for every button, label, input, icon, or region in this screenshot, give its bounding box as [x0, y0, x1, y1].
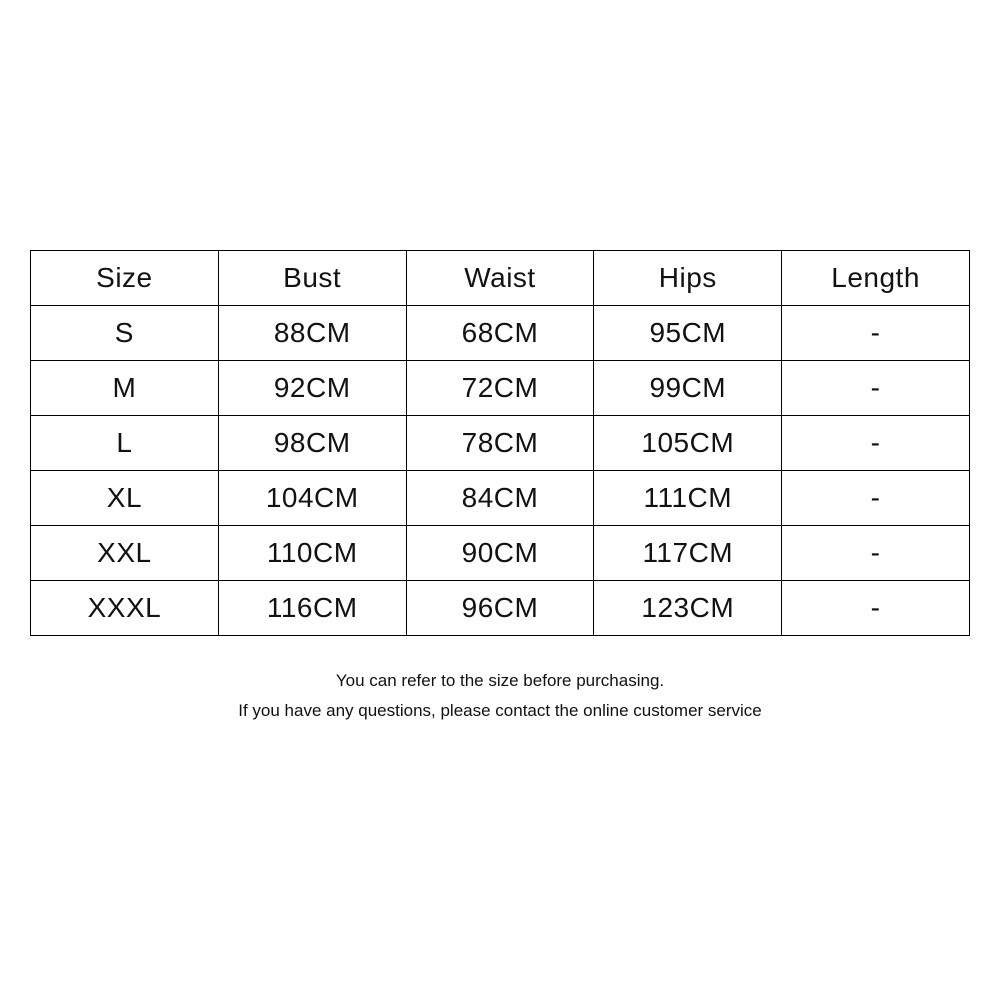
table-cell: 78CM — [406, 416, 594, 471]
table-cell: 110CM — [218, 526, 406, 581]
table-row — [31, 471, 970, 526]
size-chart-notes — [0, 666, 1000, 726]
table-cell: XXL — [31, 526, 219, 581]
table-cell: - — [782, 416, 970, 471]
size-chart — [30, 250, 970, 636]
size-chart-table — [30, 250, 970, 636]
table-cell: - — [782, 361, 970, 416]
table-cell: 68CM — [406, 306, 594, 361]
header-cell-size: Size — [31, 251, 219, 306]
table-row — [31, 361, 970, 416]
header-row — [31, 251, 970, 306]
table-cell: - — [782, 526, 970, 581]
table-body — [31, 306, 970, 636]
table-cell: 95CM — [594, 306, 782, 361]
table-cell: 72CM — [406, 361, 594, 416]
table-cell: 96CM — [406, 581, 594, 636]
table-cell: 123CM — [594, 581, 782, 636]
table-cell: S — [31, 306, 219, 361]
table-row — [31, 526, 970, 581]
table-cell: 116CM — [218, 581, 406, 636]
table-cell: 104CM — [218, 471, 406, 526]
table-cell: L — [31, 416, 219, 471]
header-cell-length: Length — [782, 251, 970, 306]
table-cell: XL — [31, 471, 219, 526]
table-cell: - — [782, 581, 970, 636]
table-cell: - — [782, 471, 970, 526]
note-line-1: You can refer to the size before purchasing. — [335, 671, 665, 690]
header-cell-hips: Hips — [594, 251, 782, 306]
table-cell: - — [782, 306, 970, 361]
table-cell: 117CM — [594, 526, 782, 581]
note-line-2: If you have any questions, please contact the online customer service — [238, 701, 762, 720]
table-cell: 99CM — [594, 361, 782, 416]
header-cell-bust: Bust — [218, 251, 406, 306]
table-cell: 92CM — [218, 361, 406, 416]
table-cell: 111CM — [594, 471, 782, 526]
table-cell: 88CM — [218, 306, 406, 361]
header-cell-waist: Waist — [406, 251, 594, 306]
table-cell: 98CM — [218, 416, 406, 471]
table-cell: 90CM — [406, 526, 594, 581]
table-row — [31, 581, 970, 636]
table-cell: 105CM — [594, 416, 782, 471]
table-cell: 84CM — [406, 471, 594, 526]
table-row — [31, 306, 970, 361]
table-cell: M — [31, 361, 219, 416]
table-cell: XXXL — [31, 581, 219, 636]
table-row — [31, 416, 970, 471]
